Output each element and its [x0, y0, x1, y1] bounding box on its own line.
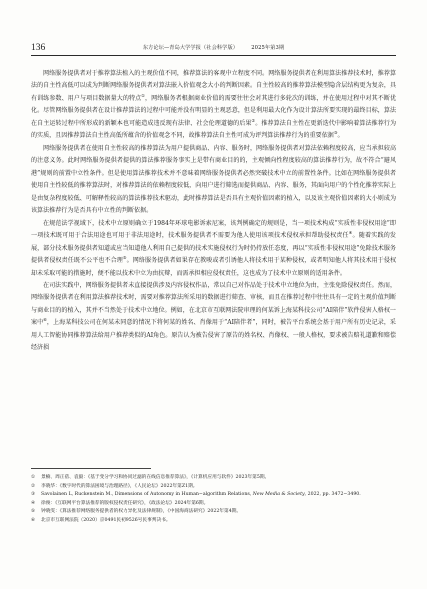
paragraph-text: 在规范法学视域下，技术中立原则确立于1984年环球电影诉索尼案，该判例确定的规则是，当一项技术构成“实质性非侵权用途”即一项技术既可用于合法用途也可用于非法用途时，技术服务提供者不需要为他人使用该项技术侵权承担帮助侵权责任: [31, 219, 396, 240]
footnote-mark: ②: [31, 483, 36, 489]
footnote-divider: [31, 468, 151, 469]
footnote: [31, 517, 396, 526]
footnote: [31, 491, 396, 500]
footnote-text: 北京市互联网法院（2020）京0491民初9526号民事判决书。: [41, 517, 171, 523]
footnote-ref[interactable]: ②: [251, 117, 256, 123]
page-number: 136: [31, 43, 46, 53]
footnote-ref[interactable]: ④: [348, 230, 353, 236]
paragraph: [31, 218, 396, 280]
paragraph-text: ，上海某科技公司在何某未同意的情况下将何某的姓名、肖像用于“AI陪伴者”，同时，被告平台系统会基于用户所有历史记录，采用人工智能协同推荐算法给用户推荐类似的AI角色。原告认为被告侵害了原告的姓名权、肖像权、一般人格权，要求被告赔礼道歉和赔偿经济损: [31, 319, 396, 352]
paragraph-text: ，网络服务者根据商业价值的需要往往会对其进行多轮次的训练，并在使用过程中对其不断优化。尽管网络服务提供者在设计推荐算法的过程中可能并没有明显的主观恶意，但是利用最大化作为设计算法所要实现的最终目标，算法在自主运转过程中所形成的新颖本也可能造成违反现有法律、社会伦理道德的后果: [31, 94, 396, 127]
footnote-text-wrap: [41, 491, 396, 500]
footnote-ref[interactable]: ⑤: [122, 255, 127, 261]
paragraph-text: 网络服务提供者对于推荐算法植入的主观价值不同，推荐算法的客观中立程度不同。网络服务提供者在利用算法推荐技术时，推荐算法的自主性高低可以成为判断网络服务提供者对算法嵌入价值观念大小的判断因素。自主性较高的推荐算法模型隐含层结构更为复杂，具有训练参数、用户与项目数据量大的特点: [31, 70, 396, 102]
footnotes: [31, 474, 396, 526]
paragraph-text: 在司法实践中，网络服务提供者未直接提供涉及内容侵权作品，常以自己对作品处于技术中立地位为由，主张免除侵权责任。然而，网络服务提供者在利用算法推荐技术时，需要对推荐算法所采用的数据进行筛查、审核，而且在推荐过程中往往具有一定的主观价值判断与商业目的的植入，其并不当然处于技术中立地位。例如，在北京市互联网法院审理的何某诉上海某科技公司“AI陪伴”软件侵害人格权一案中: [31, 281, 396, 327]
footnote-mark: ①: [31, 475, 36, 480]
footnote-text: 李晓华：《数字时代的算法困境与治理路径》，《人民论坛》2022年第Z1期。: [41, 483, 198, 489]
footnote-mark: ⑤: [31, 509, 36, 515]
footnote-ref[interactable]: ③: [333, 130, 338, 136]
footnote: [31, 483, 396, 492]
footnote-journal: New Media & Society: [252, 492, 305, 498]
paragraph: [31, 280, 396, 355]
paragraph: [31, 68, 396, 143]
footnote-text: 景楠、周正蓓、袁毅：《基于变分学习和协同过滤的在线信息推荐算法》，《计算机应用与软件》2023年第5期。: [41, 475, 270, 480]
footnote-ref[interactable]: ⑥: [43, 317, 47, 323]
footnote-mark: ④: [31, 500, 36, 506]
paragraph-text: 。推荐算法自主性在更新迭代中影响着算法推荐行为的实质，且因推荐算法自主性高低所蕴含的价值观念不同，故推荐算法自主性可成为评判算法推荐行为的重要依据: [31, 119, 396, 140]
paragraph-text: 。: [337, 132, 344, 140]
paragraph-text: 网络服务提供者在使用自主性较高的推荐算法为用户提供商品、内容、服务时，网络服务提供者对算法依赖程度较高，应当承担较高的注意义务。此时网络服务提供者提供的算法推荐服务事实上是带有商业目的的，主观倾向性程度较高的算法推荐行为，故不符合“避风港”规则的前置中立性条件。但是使用算法推荐技术并不意味着网络服务提供者必然突破技术中立的前置性条件。比如在网络服务提供者使用自主性较低的推荐算法时，对推荐算法的依赖程度较低，向用户进行筛选而提供商品、内容、服务，其面向用户的个性化推荐实际上是由复杂程度较低、可解释性较高的算法推荐技术驱动，此时推荐算法是否具有主观价值因素的植入，以及该主观价值因素的大小则成为该算法推荐行为是否具有中立性的判断依据。: [31, 144, 396, 215]
footnote-mark: ⑥: [31, 517, 36, 523]
footnote-text: 钟晓雯：《算法推荐网络服务提供者的权力异化及法律规制》，《中国海商法研究》2022年第4期。: [41, 509, 242, 515]
footnote-text: 徐俊：《互联网平台算法推荐的版权侵权责任研究》，《政法论坛》2024年第6期。: [41, 500, 209, 506]
footnote-ref[interactable]: ①: [141, 92, 145, 98]
running-header: [31, 41, 396, 56]
footnote-mark: ③: [31, 492, 36, 498]
paragraph-text: 。随着实践的发展，部分技术服务提供者知道或应当知道他人利用自己提供的技术实施侵权行为时仍持放任态度，再以“实质性非侵权用途”免除技术服务提供者侵权责任既不公平也不合理: [31, 232, 396, 265]
footnote: [31, 508, 396, 517]
journal-title: 东方论坛—青岛大学学报（社会科学版） 2025年第3期: [142, 45, 285, 51]
footnote: [31, 474, 396, 483]
footnote-text-tail: , 2022, pp. 3472−3490.: [304, 492, 361, 498]
paragraph-text: 。网络服务提供者如果存在教唆或者引诱他人将技术用于某种侵权，或者明知他人将其技术用于侵权却未采取可能的措施时，便不能以技术中立为由抗辩，而需承担相应侵权责任，这也成为了技术中立原则的适用条件。: [31, 257, 396, 277]
footnote-text: Savolainen L, Ruckenstein M., Dimensions of Autonomy in Human−algorithm Relations,: [41, 492, 252, 498]
paragraph: [31, 143, 396, 218]
footnote: [31, 500, 396, 509]
body-text: [31, 68, 396, 355]
